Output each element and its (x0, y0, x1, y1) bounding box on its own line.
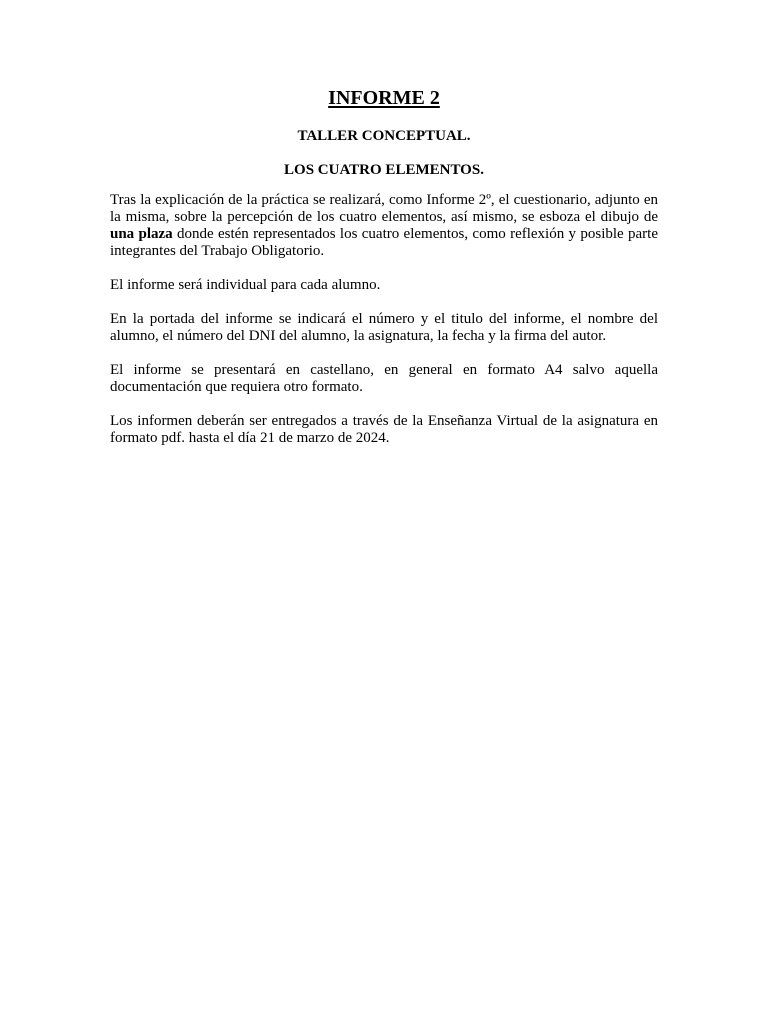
paragraph-submission: Los informen deberán ser entregados a través de la Enseñanza Virtual de la asignatura en formato pdf. hasta el día 21 de marzo de 2024. (110, 413, 658, 446)
paragraph-explanation (110, 192, 658, 260)
paragraph-explanation-emphasis: una plaza (110, 226, 173, 242)
document-body (110, 86, 658, 464)
paragraph-language-format: El informe se presentará en castellano, en general en formato A4 salvo aquella documentación que requiera otro formato. (110, 362, 658, 395)
paragraph-explanation-end: donde estén representados los cuatro elementos, como reflexión y posible parte integrantes del Trabajo Obligatorio. (110, 226, 659, 259)
paragraph-cover-page: En la portada del informe se indicará el número y el titulo del informe, el nombre del alumno, el número del DNI del alumno, la asignatura, la fecha y la firma del autor. (110, 311, 658, 344)
document-subtitle-workshop: TALLER CONCEPTUAL. (297, 128, 471, 144)
paragraph-individual: El informe será individual para cada alumno. (110, 277, 381, 293)
document-subtitle-elements: LOS CUATRO ELEMENTOS. (284, 162, 484, 178)
paragraph-explanation-start: Tras la explicación de la práctica se realizará, como Informe 2º, el cuestionario, adjunto en la misma, sobre la percepción de los cuatro elementos, así mismo, se esboza el dibujo de (110, 192, 658, 225)
document-title: INFORME 2 (328, 87, 440, 109)
